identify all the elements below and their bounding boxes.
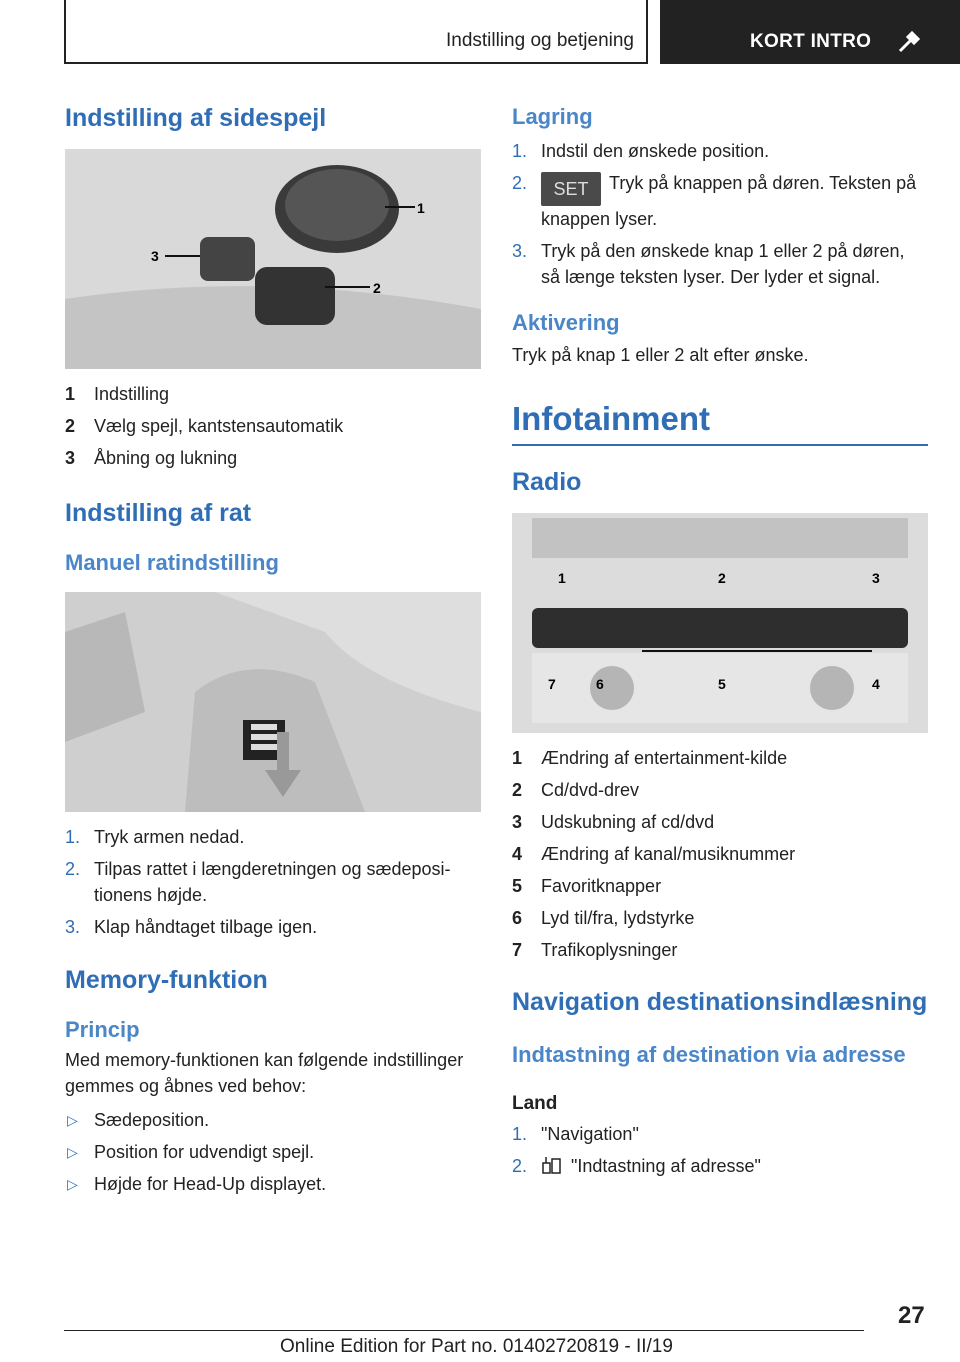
- radio-item: 1 Ændring af entertainment-kilde: [512, 748, 788, 768]
- heading-infotainment: Infotainment: [512, 400, 710, 437]
- radio-item: 2 Cd/dvd-drev: [512, 780, 640, 800]
- mirror-item: 3 Åbning og lukning: [65, 448, 238, 468]
- mirror-item: 1 Indstilling: [65, 384, 170, 404]
- radio-panel-image: [512, 513, 928, 733]
- memory-bullet: ▷ Position for udvendigt spejl.: [65, 1139, 481, 1165]
- radio-item: 5 Favoritknapper: [512, 876, 662, 896]
- land-step: 1. "Navigation": [512, 1124, 639, 1144]
- header-section-title: Indstilling og betjening: [445, 30, 634, 51]
- lagring-step: 2. SET Tryk på knappen på døren. Teksten på knappen lyser.: [512, 173, 917, 229]
- memory-bullet: ▷ Højde for Head-Up displayet.: [65, 1171, 481, 1197]
- mirror-item: 2 Vælg spejl, kantstensautomatik: [65, 416, 344, 436]
- wheel-step: 1. Tryk armen nedad.: [65, 827, 245, 847]
- heading-manual-wheel: Manuel ratindstilling: [65, 550, 279, 575]
- memory-bullet: ▷ Sædeposition.: [65, 1107, 481, 1133]
- heading-lagring: Lagring: [512, 104, 593, 129]
- svg-text:3: 3: [872, 570, 880, 586]
- land-step: 2. "Indtastning af adresse": [512, 1156, 761, 1176]
- set-button-icon: SET: [541, 172, 601, 206]
- infotainment-rule: [512, 444, 928, 446]
- svg-text:5: 5: [718, 676, 726, 692]
- triangle-bullet-icon: ▷: [67, 1144, 78, 1160]
- svg-text:2: 2: [718, 570, 726, 586]
- radio-item: 7 Trafikoplysninger: [512, 940, 678, 960]
- princip-text: Med memory-funktionen kan følgende indstillinger gemmes og åbnes ved behov:: [65, 1050, 464, 1096]
- page-number: 27: [898, 1302, 925, 1329]
- svg-text:2: 2: [373, 280, 381, 296]
- svg-text:6: 6: [596, 676, 604, 692]
- triangle-bullet-icon: ▷: [67, 1176, 78, 1192]
- heading-memory: Memory-funktion: [65, 966, 268, 994]
- svg-text:4: 4: [872, 676, 880, 692]
- heading-aktivering: Aktivering: [512, 310, 620, 335]
- heading-mirror: Indstilling af sidespejl: [65, 104, 327, 132]
- svg-text:1: 1: [417, 200, 425, 216]
- right-column: [512, 104, 928, 1185]
- radio-item: 6 Lyd til/fra, lydstyrke: [512, 908, 695, 928]
- steering-lever-image: [65, 592, 481, 812]
- left-column: [65, 100, 481, 1203]
- mirror-controls-image: [65, 149, 481, 369]
- wrench-icon: [897, 30, 921, 54]
- wheel-step: 3. Klap håndtaget tilbage igen.: [65, 917, 318, 937]
- edition-text: Online Edition for Part no. 01402720819 - II/19: [280, 1336, 673, 1357]
- wheel-step: 2. Tilpas rattet i længderetningen og sædepositionens højde.: [65, 859, 451, 905]
- triangle-bullet-icon: ▷: [67, 1112, 78, 1128]
- header-chapter-title: KORT INTRO: [750, 31, 872, 52]
- svg-text:7: 7: [548, 676, 556, 692]
- heading-land: Land: [512, 1093, 558, 1114]
- heading-wheel: Indstilling af rat: [65, 499, 252, 527]
- heading-destination-address: Indtastning af destination via adresse: [512, 1042, 906, 1067]
- header-chapter-box: [660, 0, 960, 64]
- heading-navigation: Navigation destinationsindlæsning: [512, 988, 928, 1016]
- heading-radio: Radio: [512, 468, 582, 496]
- svg-text:1: 1: [558, 570, 566, 586]
- radio-item: 4 Ændring af kanal/musiknummer: [512, 844, 796, 864]
- lagring-step: 1. Indstil den ønskede position.: [512, 141, 770, 161]
- radio-item: 3 Udskubning af cd/dvd: [512, 812, 715, 832]
- address-input-icon: [541, 1155, 563, 1175]
- footer-rule: [64, 1330, 864, 1331]
- aktivering-text: Tryk på knap 1 eller 2 alt efter ønske.: [512, 345, 809, 365]
- heading-princip: Princip: [65, 1017, 140, 1042]
- header-section-box: [64, 0, 648, 64]
- lagring-step: 3. Tryk på den ønskede knap 1 eller 2 på døren, så længe teksten lyser. Der lyder et signal.: [512, 241, 905, 287]
- svg-text:3: 3: [151, 248, 159, 264]
